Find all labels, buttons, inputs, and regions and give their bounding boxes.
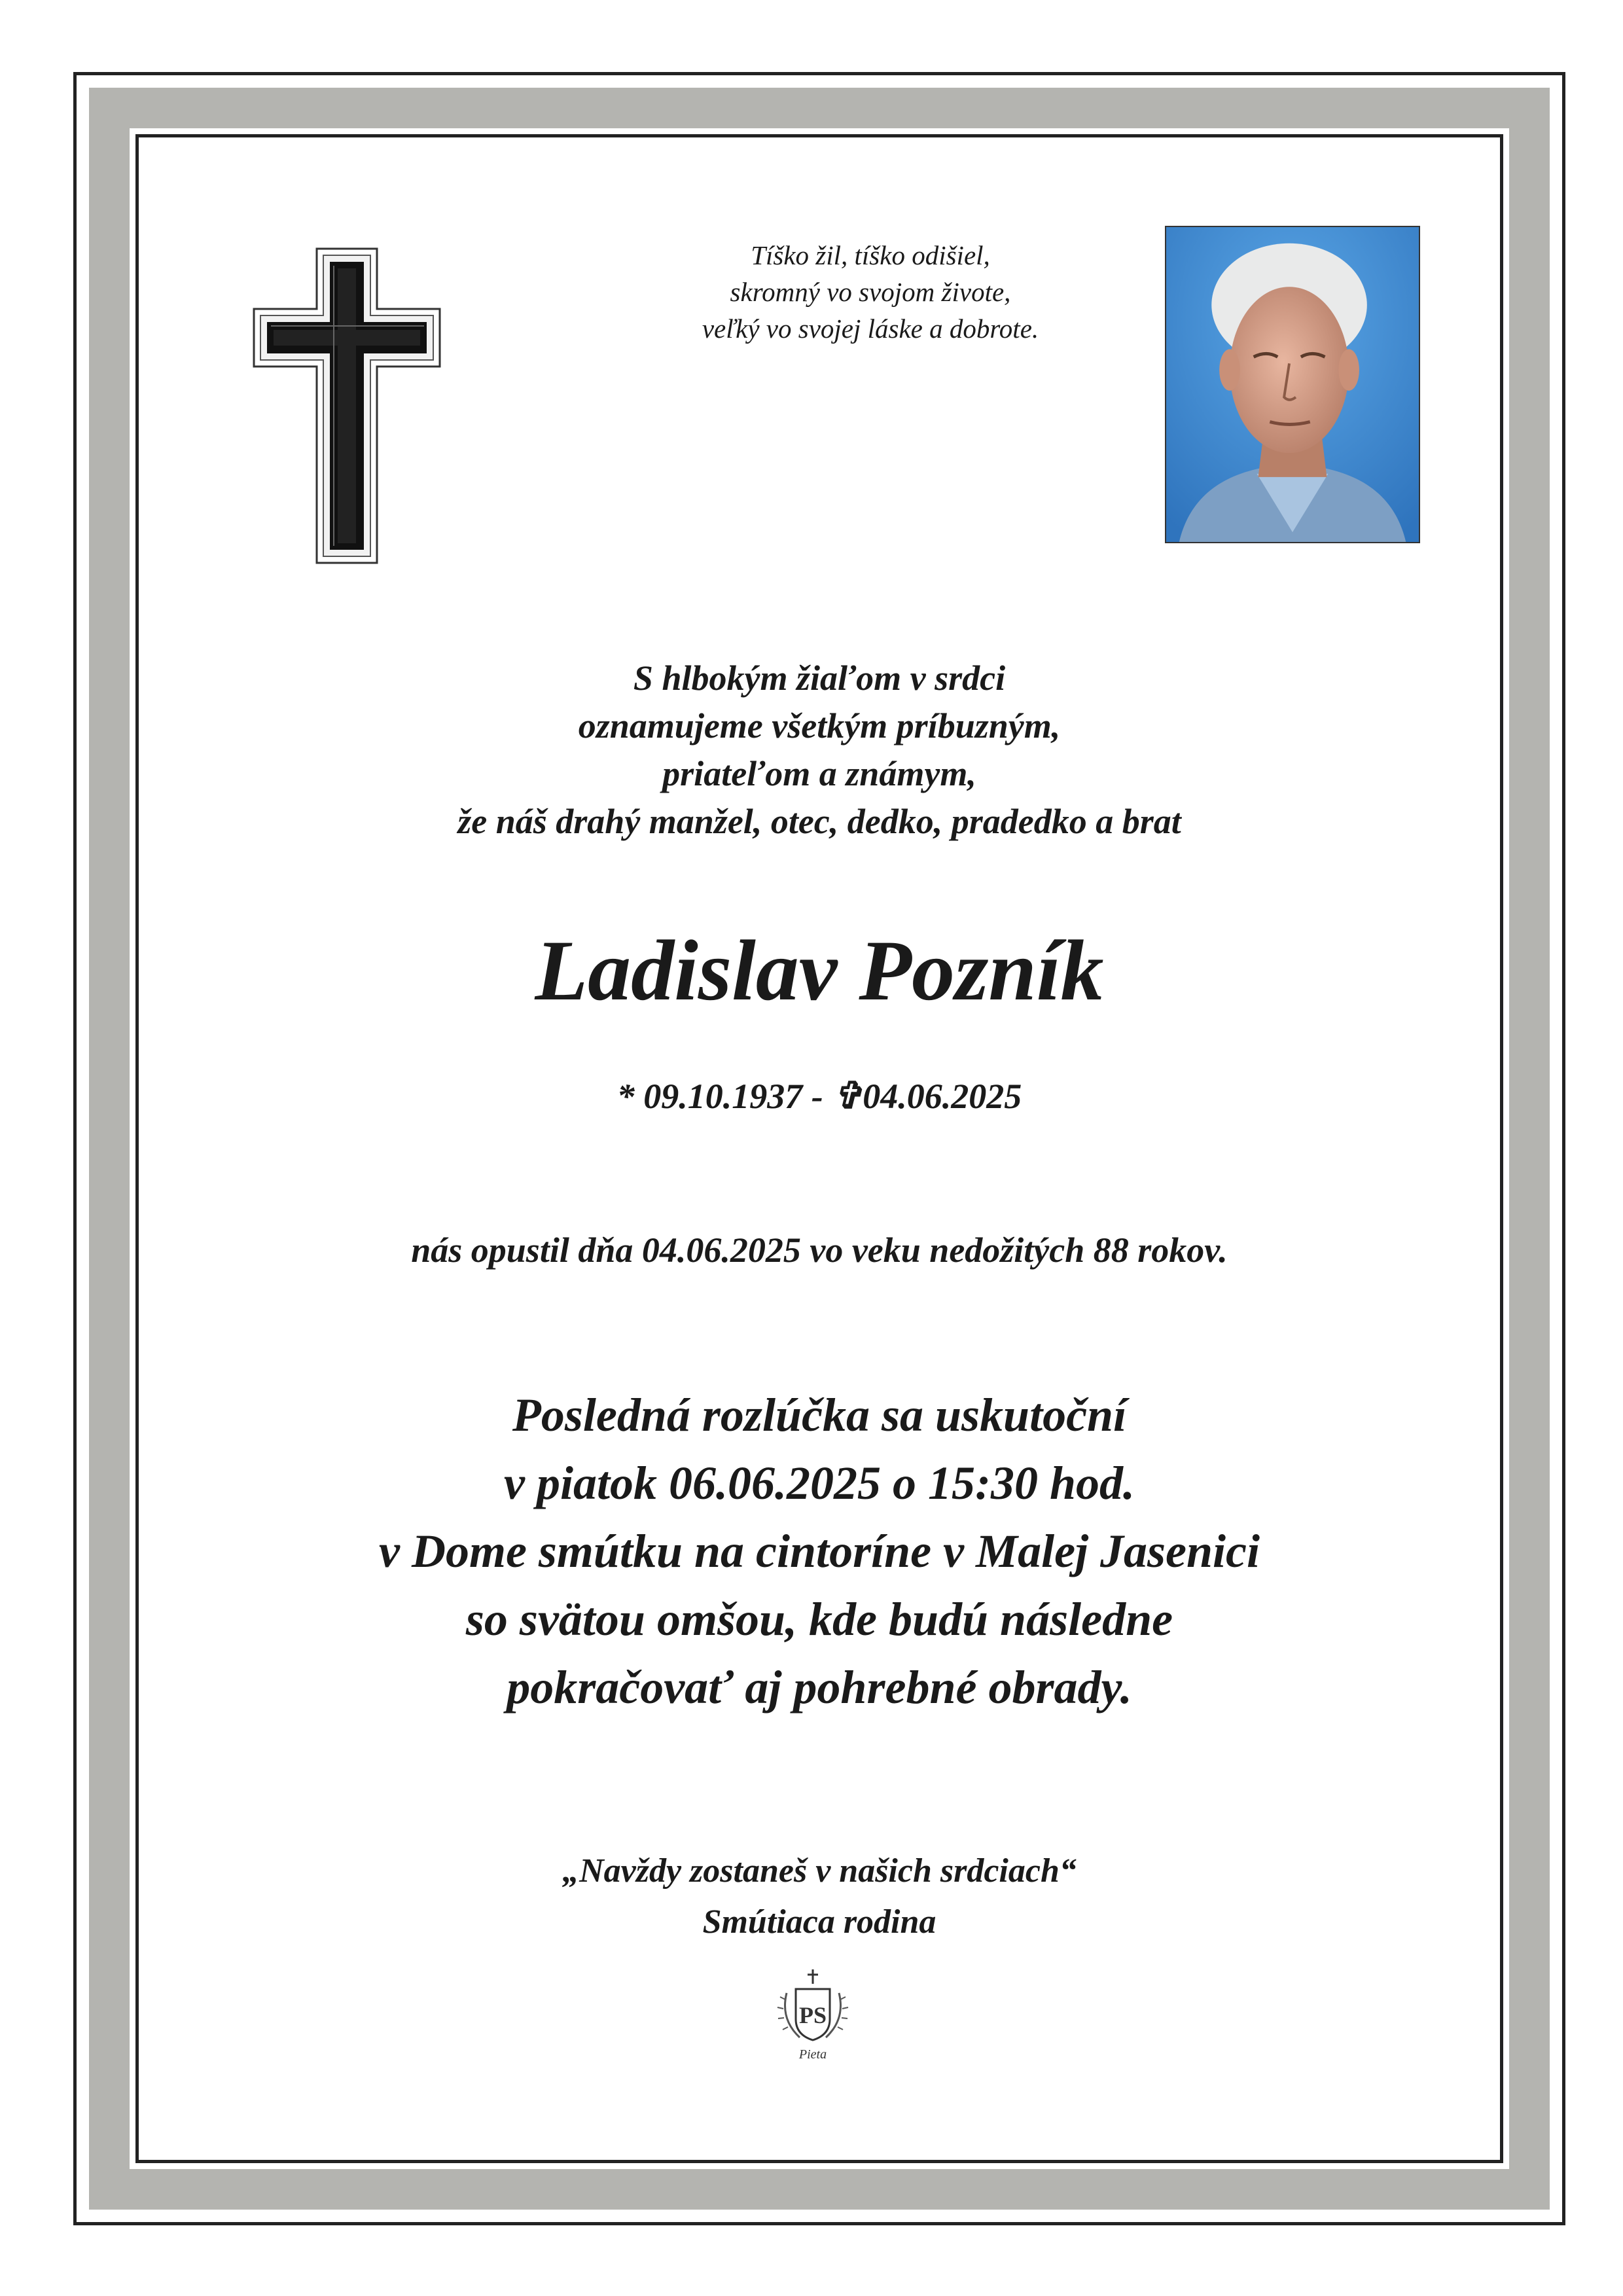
death-date: 04.06.2025 [863, 1077, 1022, 1116]
ceremony-line: v piatok 06.06.2025 o 15:30 hod. [504, 1457, 1135, 1509]
quote-line: veľký vo svojej láske a dobrote. [702, 314, 1039, 344]
intro-line: S hlbokým žiaľom v srdci [633, 658, 1006, 698]
ceremony-line: so svätou omšou, kde budú následne [465, 1593, 1173, 1645]
quote-line: skromný vo svojom živote, [730, 277, 1011, 307]
funeral-details [135, 1381, 1503, 1721]
intro-line: oznamujeme všetkým príbuzným, [578, 706, 1061, 745]
ceremony-line: Posledná rozlúčka sa uskutoční [512, 1389, 1127, 1441]
closing [135, 1846, 1503, 1948]
announcement-intro [135, 655, 1503, 846]
logo-caption: Pieta [798, 2047, 827, 2062]
cross-icon [249, 236, 445, 569]
birth-marker: * [616, 1077, 635, 1116]
death-cross-icon: ✞ [832, 1076, 863, 1117]
ceremony-line: v Dome smútku na cintoríne v Malej Jasenici [378, 1525, 1260, 1577]
top-quote [524, 237, 1217, 347]
pieta-logo-icon [767, 1967, 859, 2065]
intro-line: že náš drahý manžel, otec, dedko, pradedko a brat [457, 802, 1181, 841]
deceased-name: Ladislav Pozník [535, 922, 1104, 1018]
birth-date: 09.10.1937 [643, 1077, 803, 1116]
family-signature: Smútiaca rodina [702, 1903, 936, 1941]
date-separator: - [811, 1077, 823, 1116]
ceremony-line: pokračovať aj pohrebné obrady. [507, 1661, 1132, 1713]
life-dates [135, 1073, 1503, 1119]
quote-line: Tíško žil, tíško odišiel, [751, 240, 990, 270]
passed-away-line: nás opustil dňa 04.06.2025 vo veku nedožitých 88 rokov. [411, 1230, 1228, 1270]
logo-monogram: PS [798, 2002, 827, 2028]
portrait-photo [1165, 226, 1420, 543]
closing-quote: „Navždy zostaneš v našich srdciach“ [562, 1852, 1077, 1890]
intro-line: priateľom a známym, [662, 754, 976, 793]
